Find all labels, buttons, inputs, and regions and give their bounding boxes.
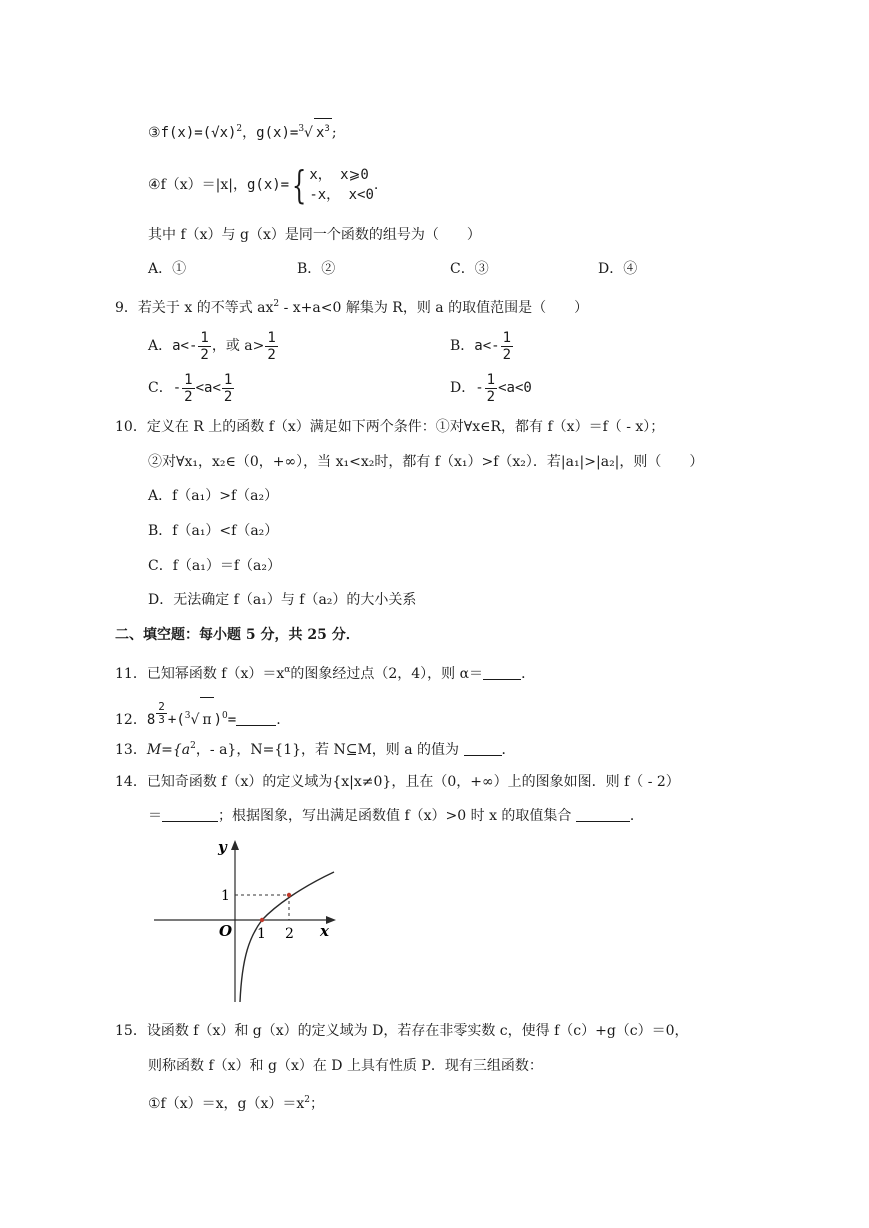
q9-option-b-label: B． (450, 338, 475, 354)
q8-item3-radicand-exponent: 3 (324, 124, 330, 134)
point-2-1 (287, 893, 291, 897)
q8-option-b: B．② (297, 261, 336, 277)
q8-item4-cases (309, 165, 374, 205)
q8-item3 (148, 118, 337, 143)
q13-text-end: ． (501, 742, 516, 758)
q8-item4-number: ④ (148, 177, 161, 193)
q8-item3-radicand-base: x (315, 125, 325, 141)
q11-answer-blank[interactable] (483, 665, 521, 680)
q14-answer-blank-2[interactable] (576, 807, 630, 822)
q15-line2: 则称函数 f（x）和 g（x）在 D 上具有性质 P．现有三组函数： (148, 1058, 543, 1074)
q10-number: 10． (115, 419, 147, 435)
q9-option-d-mid: <a<0 (498, 380, 532, 396)
q15-number: 15． (115, 1023, 147, 1039)
q8-item3-g: g(x)= (256, 125, 299, 141)
q15-line1-text: 设函数 f（x）和 g（x）的定义域为 D，若存在非零实数 c，使得 f（c）+g（c）＝0， (146, 1023, 689, 1039)
q8-item4-end: . (373, 177, 379, 193)
q8-stem: 其中 f（x）与 g（x）是同一个函数的组号为（ ） (148, 227, 481, 243)
y-tick-1: 1 (221, 888, 230, 904)
q10-option-d: D．无法确定 f（a₁）与 f（a₂）的大小关系 (148, 592, 417, 608)
q9-option-c (148, 370, 235, 406)
y-axis-label: y (218, 838, 227, 856)
q9-option-a-frac2-den: 2 (267, 346, 276, 363)
q12-exponent-frac (156, 701, 167, 726)
q8-item4-g: g(x)= (246, 177, 290, 193)
q8-item4-f: f（x）＝|x|， (160, 177, 247, 193)
q9-stem-part2: - x+a<0 解集为 R，则 a 的取值范围是（ ） (279, 300, 589, 316)
q15-line1 (115, 1021, 689, 1041)
q13-number: 13． (115, 742, 147, 758)
q12-equals: = (227, 712, 237, 728)
q9-option-d-frac-num: 1 (486, 371, 496, 388)
q9-option-b (450, 328, 514, 364)
q12-zero-exponent: 0 (222, 711, 228, 721)
q12-exponent-den: 3 (158, 713, 165, 726)
q9-option-c-frac1-den: 2 (184, 388, 193, 405)
q9-option-d (450, 370, 532, 406)
q9-option-c-frac1-num: 1 (184, 371, 193, 388)
q12-end: . (276, 712, 281, 728)
q14-line1-text: 已知奇函数 f（x）的定义域为{x|x≠0}，且在（0，+∞）上的图象如图．则 f（ - 2） (146, 774, 680, 790)
q14-line2-end: ． (629, 808, 644, 824)
q12-base: 8 (146, 712, 156, 728)
q9-option-c-label: C． (148, 380, 173, 396)
q14-line2-text: ；根据图象，写出满足函数值 f（x）>0 时 x 的取值集合 (218, 808, 576, 824)
q9-option-a-frac1 (198, 330, 210, 363)
q11-text-end: ． (521, 666, 536, 682)
q11-text-part2: 的图象经过点（2，4），则 α＝ (290, 666, 484, 682)
q12-close: ) (213, 712, 223, 728)
q12-answer-blank[interactable] (236, 711, 276, 726)
q9-option-b-frac-num: 1 (502, 329, 512, 346)
q11-text-part1: 已知幂函数 f（x）＝x (146, 666, 285, 682)
q9-option-a-frac2-num: 1 (267, 329, 276, 346)
q8-item3-end: ; (331, 125, 337, 141)
q14-line2-equals: ＝ (148, 808, 162, 824)
x-axis-label: x (320, 922, 329, 940)
q8-item4 (148, 163, 378, 207)
q9-option-b-lt: a<- (474, 338, 500, 354)
q8-option-d: D．④ (598, 261, 638, 277)
q12-exponent-num: 2 (158, 700, 165, 713)
q9-option-c-minus: - (172, 380, 182, 396)
q13-text-part1: M={a (146, 742, 191, 758)
q13-text-part2: ，- a}，N={1}，若 N⊆M，则 a 的值为 (195, 742, 464, 758)
q12-number: 12． (115, 712, 147, 728)
q10-option-c: C．f（a₁）＝f（a₂） (148, 558, 281, 574)
origin-label: O (219, 922, 233, 940)
q9-option-d-minus: - (475, 380, 484, 396)
q9-number: 9． (115, 300, 138, 316)
q8-item3-root-index: 3 (298, 124, 305, 134)
q8-option-a: A．① (148, 261, 187, 277)
q12-root-index: 3 (184, 711, 191, 721)
q15-item1 (148, 1090, 324, 1114)
q12-radicand: π (200, 697, 213, 742)
x-tick-1: 1 (257, 926, 266, 942)
q9-option-c-mid: <a< (195, 380, 221, 396)
q10-option-b: B．f（a₁）<f（a₂） (148, 523, 279, 539)
q8-item3-separator: ， (242, 125, 257, 141)
q9-option-a-lt: a<- (172, 338, 198, 354)
q9-option-c-frac1 (182, 372, 194, 405)
q13-answer-blank[interactable] (464, 741, 502, 756)
q9-option-c-frac2-den: 2 (223, 388, 233, 405)
q9-stem-part1: 若关于 x 的不等式 ax (137, 300, 274, 316)
q8-item4-brace: { (291, 163, 307, 207)
q8-item3-f: f(x)=(√x) (160, 125, 237, 141)
q9-option-a-frac1-den: 2 (200, 346, 209, 363)
q9-option-a-frac1-num: 1 (200, 329, 209, 346)
q12 (115, 688, 281, 742)
q10-line1-text: 定义在 R 上的函数 f（x）满足如下两个条件：①对∀x∈R，都有 f（x）＝f（ - x）； (146, 419, 665, 435)
q14-graph (150, 836, 350, 1006)
q9-option-d-label: D． (450, 380, 476, 396)
point-1-0 (260, 918, 264, 922)
q11-number: 11． (115, 666, 147, 682)
q9-option-b-frac (501, 330, 513, 363)
q10-line2: ②对∀x₁，x₂∈（0，+∞），当 x₁<x₂时，都有 f（x₁）>f（x₂）．若|a₁|>|a₂|，则（ ） (148, 454, 704, 470)
q8-item3-root-sign: √ (304, 125, 313, 141)
q9-option-b-frac-den: 2 (502, 346, 512, 363)
x-tick-2: 2 (285, 926, 294, 942)
q9-option-a-label: A． (148, 338, 173, 354)
q15-item1-end: ； (310, 1096, 325, 1112)
q9-stem (115, 294, 588, 318)
q15-item1-exponent: 2 (304, 1095, 311, 1105)
q11-exponent: α (284, 665, 291, 675)
q9-option-c-frac2-num: 1 (223, 371, 233, 388)
q8-item4-case2: -x， x<0 (309, 187, 374, 203)
q9-option-c-frac2 (222, 372, 234, 405)
q9-option-a-mid: ，或 a> (211, 338, 265, 354)
q9-option-d-frac (485, 372, 497, 405)
q9-option-a (148, 328, 279, 364)
q15-item1-text: ①f（x）＝x，g（x）＝x (148, 1096, 305, 1112)
q10-line1 (115, 417, 664, 437)
q9-stem-exponent: 2 (273, 299, 280, 309)
q14-line1 (115, 772, 680, 792)
q9-option-d-frac-den: 2 (486, 388, 496, 405)
q14-answer-blank-1[interactable] (162, 807, 218, 822)
q10-option-a: A．f（a₁）>f（a₂） (148, 488, 279, 504)
q14-line2 (148, 806, 644, 826)
q13-exponent: 2 (190, 741, 196, 751)
q8-item4-case1: x， x⩾0 (309, 167, 369, 183)
q12-root-sign: √ (190, 712, 200, 728)
q8-option-c: C．③ (450, 261, 489, 277)
q8-item3-radicand (314, 118, 332, 143)
q13 (115, 736, 516, 760)
q11 (115, 660, 535, 684)
q14-number: 14． (115, 774, 147, 790)
q8-item3-f-exponent: 2 (236, 124, 243, 134)
q9-option-a-frac2 (265, 330, 277, 363)
q12-plus: +( (167, 712, 185, 728)
q12-power (147, 688, 168, 742)
section-title: 二、填空题：每小题 5 分，共 25 分． (115, 627, 360, 643)
y-axis-arrow-icon (231, 840, 239, 850)
q8-item3-number: ③ (148, 125, 161, 141)
